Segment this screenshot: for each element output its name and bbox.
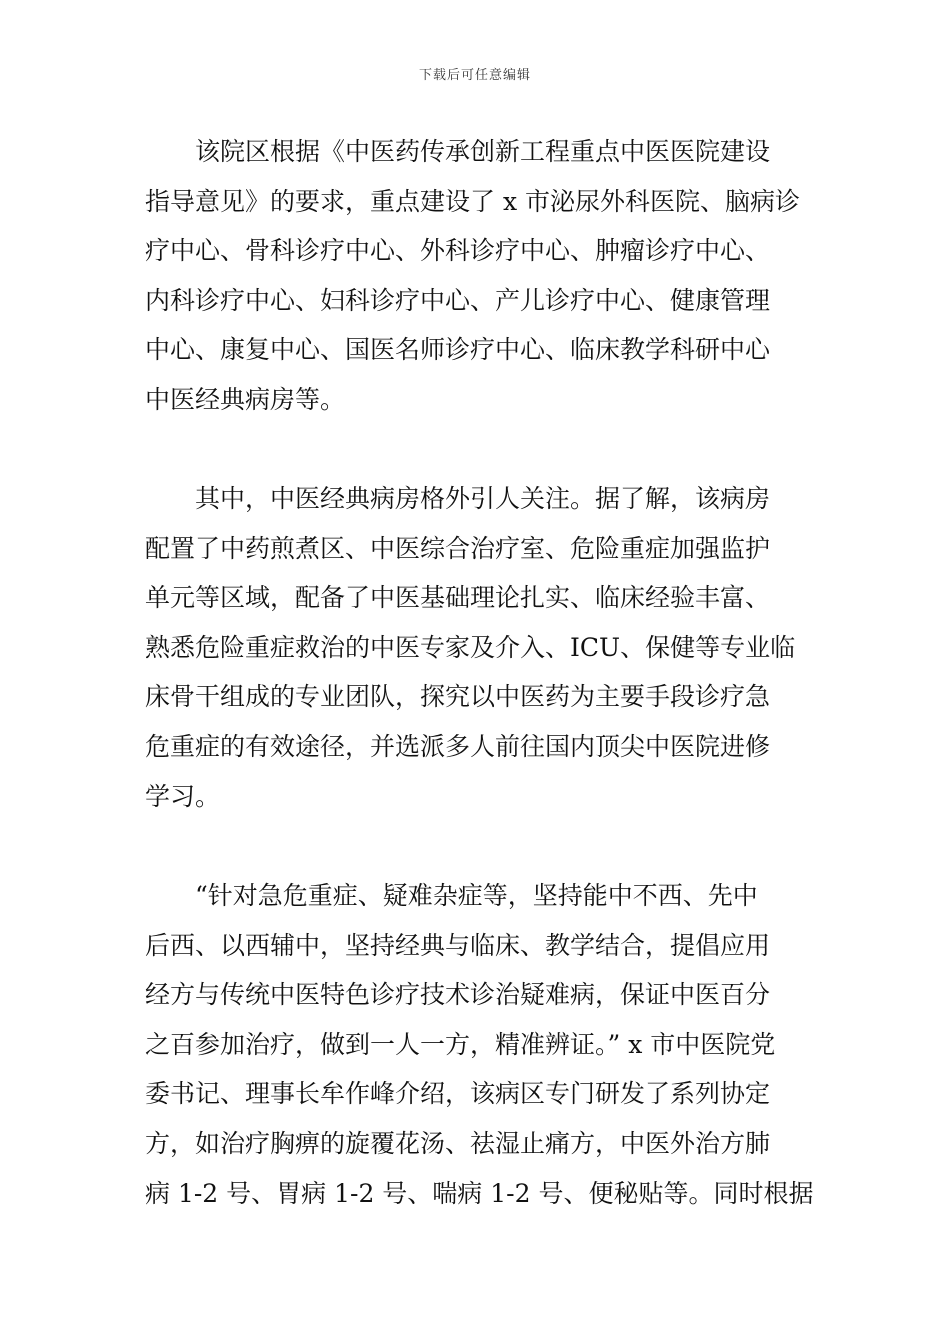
paragraph-line: 学习。	[145, 781, 221, 811]
paragraph-line: 中医经典病房等。	[145, 384, 346, 414]
paragraph-line: 经方与传统中医特色诊疗技术诊治疑难病，保证中医百分	[145, 980, 771, 1010]
paragraph-line: 病 1-2 号、胃病 1-2 号、喘病 1-2 号、便秘贴等。同时根据	[145, 1178, 814, 1208]
paragraph-line: 床骨干组成的专业团队，探究以中医药为主要手段诊疗急	[145, 682, 771, 712]
paragraph-line: “针对急危重症、疑难杂症等，坚持能中不西、先中	[195, 881, 758, 910]
paragraph-3	[145, 871, 815, 1218]
paragraph-line: 指导意见》的要求，重点建设了 x 市泌尿外科医院、脑病诊	[145, 186, 800, 216]
paragraph-line: 其中，中医经典病房格外引人关注。据了解，该病房	[195, 484, 771, 513]
paragraph-line: 危重症的有效途径，并选派多人前往国内顶尖中医院进修	[145, 731, 771, 761]
paragraph-line: 之百参加治疗，做到一人一方，精准辨证。” x 市中医院党	[145, 1029, 776, 1059]
header-note: 下载后可任意编辑	[418, 68, 531, 83]
paragraph-line: 内科诊疗中心、妇科诊疗中心、产儿诊疗中心、健康管理	[145, 285, 771, 315]
paragraph-line: 方，如治疗胸痹的旋覆花汤、祛湿止痛方，中医外治方肺	[145, 1128, 771, 1158]
paragraph-line: 疗中心、骨科诊疗中心、外科诊疗中心、肿瘤诊疗中心、	[145, 236, 771, 266]
paragraph-line: 该院区根据《中医药传承创新工程重点中医医院建设	[195, 137, 771, 166]
paragraph-line: 配置了中药煎煮区、中医综合治疗室、危险重症加强监护	[145, 533, 771, 563]
paragraph-1	[145, 127, 815, 425]
paragraph-line: 中心、康复中心、国医名师诊疗中心、临床教学科研中心	[145, 335, 771, 365]
paragraph-line: 熟悉危险重症救治的中医专家及介入、ICU、保健等专业临	[145, 632, 796, 662]
paragraph-line: 委书记、理事长牟作峰介绍，该病区专门研发了系列协定	[145, 1079, 771, 1109]
paragraph-line: 后西、以西辅中，坚持经典与临床、教学结合，提倡应用	[145, 930, 771, 960]
paragraph-line: 单元等区域，配备了中医基础理论扎实、临床经验丰富、	[145, 583, 771, 613]
paragraph-2	[145, 474, 815, 821]
